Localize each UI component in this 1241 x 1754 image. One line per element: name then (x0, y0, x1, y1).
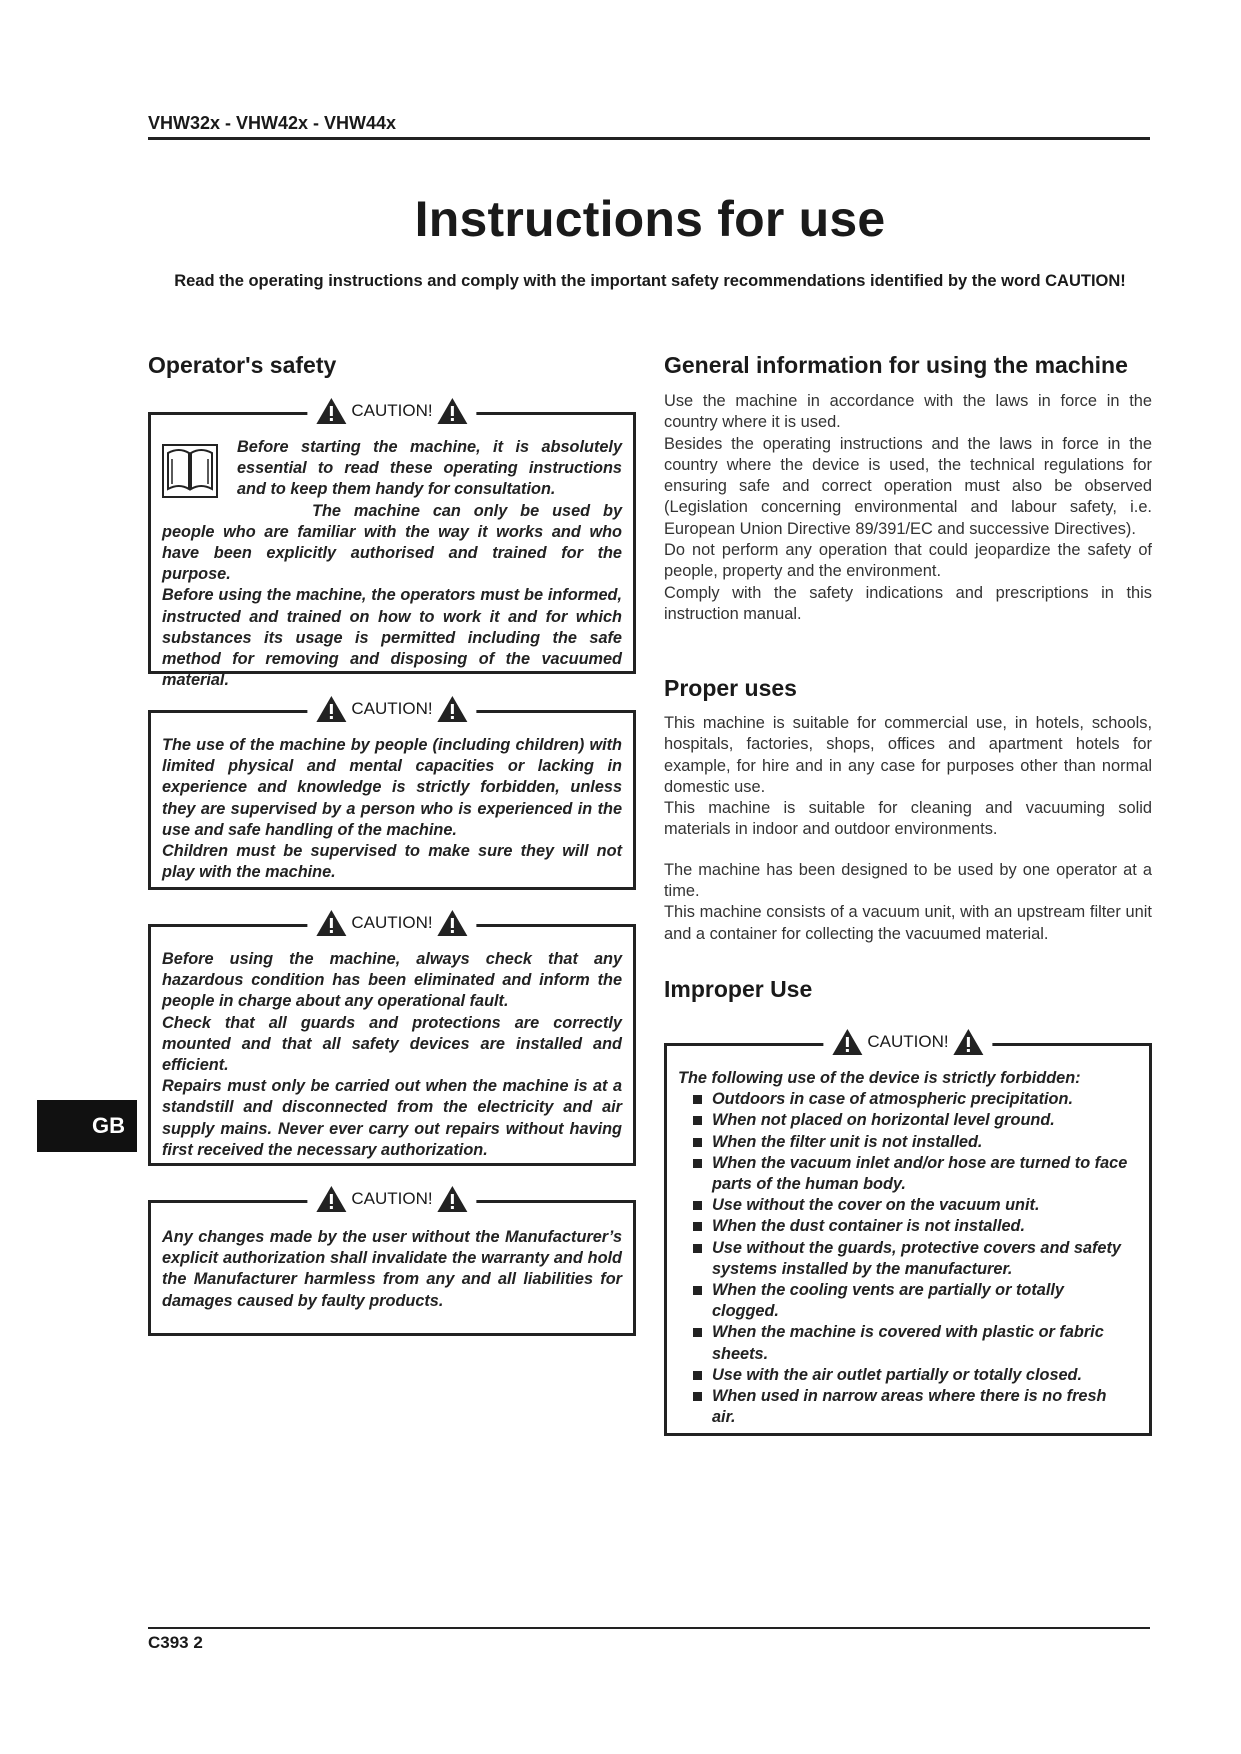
improper-use-list (678, 1089, 1128, 1428)
caution-box-2-text (162, 735, 622, 883)
general-info-paragraph: Do not perform any operation that could jeopardize the safety of people, property and the environment. (664, 541, 1152, 581)
improper-use-heading: Improper Use (664, 976, 813, 1002)
warning-triangle-icon (437, 909, 469, 937)
caution-paragraph: Before using the machine, always check that any hazardous condition has been eliminated and inform the people in charge about any operational fault. (162, 950, 622, 1011)
list-item-text: When the machine is covered with plastic or fabric sheets. (712, 1323, 1104, 1363)
warning-triangle-icon (437, 695, 469, 723)
caution-label: CAUTION! (351, 913, 433, 932)
caution-paragraph: Before starting the machine, it is absolutely essential to read these operating instructions and to keep them handy for consultation. (237, 438, 622, 499)
caution-label: CAUTION! (351, 1189, 433, 1208)
list-item (678, 1365, 1128, 1386)
bullet-square-icon (693, 1286, 702, 1295)
list-item (678, 1280, 1128, 1322)
improper-use-text (678, 1068, 1128, 1428)
caution-box-1-text (162, 437, 622, 691)
list-item (678, 1089, 1128, 1110)
caution-box-operator-manual (148, 401, 636, 690)
caution-paragraph: Check that all guards and protections are correctly mounted and that all safety devices are installed and efficient. (162, 1013, 622, 1075)
caution-paragraph: Before using the machine, the operators must be informed, instructed and trained on how to work it and for which substances its usage is permitted including the safe method for removing and disposing of the vacuumed material. (162, 586, 622, 690)
list-item (678, 1322, 1128, 1364)
list-item-text: Use with the air outlet partially or totally closed. (712, 1365, 1083, 1384)
caution-paragraph: Children must be supervised to make sure they will not play with the machine. (162, 842, 622, 882)
general-info-heading: General information for using the machine (664, 352, 1128, 378)
caution-paragraph: Any changes made by the user without the Manufacturer’s explicit authorization shall invalidate the warranty and hold the Manufacturer harmless from any and all liabilities for damages caused by faulty products. (162, 1228, 622, 1310)
list-item-text: When the filter unit is not installed. (712, 1132, 983, 1151)
caution-label: CAUTION! (867, 1032, 949, 1051)
bullet-square-icon (693, 1116, 702, 1125)
list-item (678, 1238, 1128, 1280)
list-item-text: When not placed on horizontal level ground. (712, 1111, 1055, 1130)
caution-header (307, 695, 476, 723)
improper-use-lead: The following use of the device is strictly forbidden: (678, 1069, 1081, 1087)
list-item (678, 1216, 1128, 1237)
caution-box-hazard-check (148, 913, 636, 1166)
bullet-square-icon (693, 1159, 702, 1168)
bullet-square-icon (693, 1328, 702, 1337)
list-item-text: Outdoors in case of atmospheric precipitation. (712, 1090, 1073, 1109)
bullet-square-icon (693, 1201, 702, 1210)
caution-box-3-text (162, 949, 622, 1161)
proper-uses-paragraph: This machine consists of a vacuum unit, with an upstream filter unit and a container for collecting the vacuumed material. (664, 903, 1152, 943)
header-divider (148, 137, 1150, 140)
bullet-square-icon (693, 1392, 702, 1401)
operator-safety-heading: Operator's safety (148, 352, 337, 378)
warning-triangle-icon (437, 1185, 469, 1213)
caution-box-warranty (148, 1189, 636, 1336)
caution-paragraph: Repairs must only be carried out when the machine is at a standstill and disconnected from the electricity and air supply mains. Never ever carry out repairs without having first received the necessary authorization. (162, 1077, 622, 1159)
general-info-paragraph: Use the machine in accordance with the laws in force in the country where it is used. (664, 392, 1152, 432)
list-item (678, 1386, 1128, 1428)
footer-divider (148, 1627, 1150, 1629)
list-item (678, 1132, 1128, 1153)
caution-box-4-text (162, 1227, 622, 1312)
list-item-text: When the vacuum inlet and/or hose are turned to face parts of the human body. (712, 1153, 1128, 1194)
caution-header (307, 397, 476, 425)
list-item (678, 1153, 1128, 1195)
warning-triangle-icon (437, 397, 469, 425)
caution-header (307, 1185, 476, 1213)
warning-triangle-icon (315, 1185, 347, 1213)
general-info-paragraph: Comply with the safety indications and prescriptions in this instruction manual. (664, 583, 1152, 623)
caution-label: CAUTION! (351, 401, 433, 420)
bullet-square-icon (693, 1244, 702, 1253)
language-tab-label: GB (92, 1113, 125, 1138)
caution-paragraph: The machine can only be used by people who are familiar with the way it works and who have been explicitly authorised and trained for the purpose. (162, 501, 622, 584)
caution-header (823, 1028, 992, 1056)
page-title: Instructions for use (414, 191, 886, 247)
proper-uses-paragraph: The machine has been designed to be used by one operator at a time. (664, 860, 1152, 901)
bullet-square-icon (693, 1371, 702, 1380)
caution-box-improper-use (664, 1032, 1152, 1436)
bullet-square-icon (693, 1138, 702, 1147)
proper-uses-text (664, 713, 1152, 945)
caution-box-supervision (148, 699, 636, 890)
general-info-text (664, 391, 1152, 625)
footer-page-code: C393 2 (148, 1633, 203, 1652)
warning-triangle-icon (315, 695, 347, 723)
warning-triangle-icon (315, 909, 347, 937)
warning-triangle-icon (315, 397, 347, 425)
model-header: VHW32x - VHW42x - VHW44x (148, 113, 397, 133)
list-item (678, 1195, 1128, 1216)
proper-uses-paragraph: This machine is suitable for cleaning and vacuuming solid materials in indoor and outdoor environments. (664, 799, 1152, 839)
general-info-paragraph: Besides the operating instructions and the laws in force in the country where the device is used, the technical regulations for ensuring safe and correct operation must also be observed (Legislation concerning environmental and labour safety, i.e. European Union Directive 89/391/EC and successive Directives). (664, 434, 1152, 538)
caution-paragraph: The use of the machine by people (including children) with limited physical and mental capacities or lacking in experience and knowledge is strictly forbidden, unless they are supervised by a person who is experienced in the use and safe handling of the machine. (162, 736, 622, 839)
bullet-square-icon (693, 1222, 702, 1231)
list-item-text: Use without the guards, protective covers and safety systems installed by the manufacturer. (712, 1238, 1121, 1278)
list-item-text: When the cooling vents are partially or totally clogged. (712, 1281, 1064, 1321)
proper-uses-paragraph: This machine is suitable for commercial use, in hotels, schools, hospitals, factories, shops, offices and apartment hotels for example, for hire and in any case for purposes other than normal domestic use. (664, 714, 1152, 796)
intro-text: Read the operating instructions and comply with the important safety recommendations identified by the word CAUTION! (174, 272, 1126, 290)
caution-label: CAUTION! (351, 699, 433, 718)
language-tab (37, 1100, 137, 1152)
warning-triangle-icon (953, 1028, 985, 1056)
bullet-square-icon (693, 1095, 702, 1104)
proper-uses-heading: Proper uses (664, 675, 797, 701)
warning-triangle-icon (831, 1028, 863, 1056)
list-item-text: Use without the cover on the vacuum unit. (712, 1196, 1040, 1215)
caution-header (307, 909, 476, 937)
list-item-text: When the dust container is not installed. (712, 1217, 1025, 1236)
list-item (678, 1110, 1128, 1131)
list-item-text: When used in narrow areas where there is no fresh air. (712, 1387, 1107, 1427)
